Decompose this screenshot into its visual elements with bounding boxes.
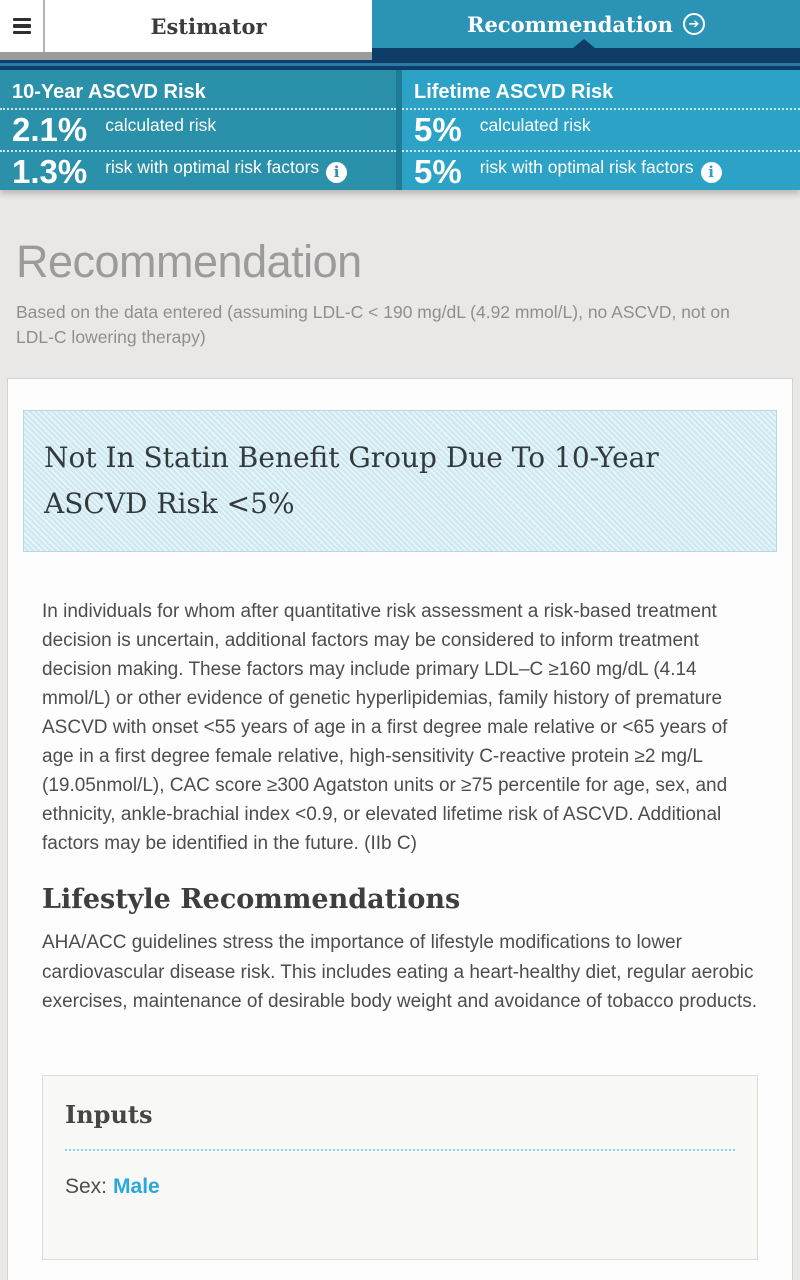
tab-underline-right [372, 48, 800, 70]
ten-year-calculated-label: calculated risk [105, 115, 217, 135]
lifestyle-recommendations-title: Lifestyle Recommendations [42, 884, 461, 915]
ten-year-optimal-row [0, 152, 396, 190]
lifetime-optimal-value: 5% [414, 153, 462, 190]
input-sex-row [65, 1175, 735, 1199]
tab-recommendation-label: Recommendation [467, 11, 673, 37]
inputs-divider [65, 1149, 735, 1151]
ten-year-calculated-row [0, 110, 396, 152]
statin-benefit-banner-text: Not In Statin Benefit Group Due To 10-Year ASCVD Risk <5% [44, 441, 659, 520]
lifetime-calculated-row [402, 110, 800, 152]
lifetime-calculated-label: calculated risk [479, 115, 591, 135]
recommendation-page [0, 236, 800, 1280]
active-tab-pointer-icon [573, 39, 595, 48]
top-tab-bar [0, 0, 800, 48]
ten-year-calculated-value: 2.1% [12, 111, 88, 148]
lifetime-risk-title: Lifetime ASCVD Risk [402, 70, 800, 110]
page-title: Recommendation [16, 236, 362, 287]
ten-year-optimal-label [105, 157, 347, 183]
info-icon[interactable]: i [326, 162, 347, 183]
risk-summary-panels [0, 70, 800, 190]
lifetime-risk-panel [402, 70, 800, 190]
lifetime-optimal-label [480, 157, 722, 183]
lifestyle-recommendations-text: AHA/ACC guidelines stress the importance of lifestyle modifications to lower cardiovascular disease risk. This includes eating a heart-healthy diet, regular aerobic exercises, maintenance of desirable body weight and avoidance of tobacco products. [42, 932, 758, 1012]
recommendation-body-text: In individuals for whom after quantitative risk assessment a risk-based treatment decision is uncertain, additional factors may be considered to inform treatment decision making. These factors may include primary LDL–C ≥160 mg/dL (4.14 mmol/L) or other evidence of genetic hyperlipidemias, family history of premature ASCVD with onset <55 years of age in a first degree male relative or <65 years of age in a first degree female relative, high-sensitivity C-reactive protein ≥2 mg/L (19.05nmol/L), CAC score ≥300 Agatston units or ≥75 percentile for age, sex, and ethnicity, ankle-brachial index <0.9, or elevated lifetime risk of ASCVD. Additional factors may be identified in the future. (IIb C) [42, 601, 728, 854]
page-subtitle: Based on the data entered (assuming LDL-C < 190 mg/dL (4.92 mmol/L), no ASCVD, not on LDL-C lowering therapy) [16, 302, 730, 347]
ten-year-risk-title: 10-Year ASCVD Risk [0, 70, 396, 110]
recommendation-card [7, 378, 793, 1280]
ten-year-risk-panel [0, 70, 396, 190]
info-icon[interactable]: i [701, 162, 722, 183]
arrow-circle-right-icon: ➔ [683, 13, 705, 35]
lifetime-optimal-label-text: risk with optimal risk factors [479, 157, 694, 177]
tab-estimator-label: Estimator [150, 13, 267, 39]
input-sex-label: Sex: [65, 1174, 108, 1198]
lifetime-calculated-value: 5% [414, 111, 462, 148]
inputs-title: Inputs [65, 1099, 153, 1129]
ten-year-optimal-value: 1.3% [12, 153, 88, 190]
lifetime-optimal-row [402, 152, 800, 190]
inputs-summary-box [42, 1075, 758, 1260]
input-sex-value: Male [113, 1174, 160, 1198]
hamburger-icon [13, 18, 31, 35]
ten-year-optimal-label-text: risk with optimal risk factors [105, 157, 320, 177]
tab-estimator[interactable] [45, 0, 372, 52]
statin-benefit-banner [23, 410, 777, 552]
menu-button[interactable] [0, 0, 45, 52]
